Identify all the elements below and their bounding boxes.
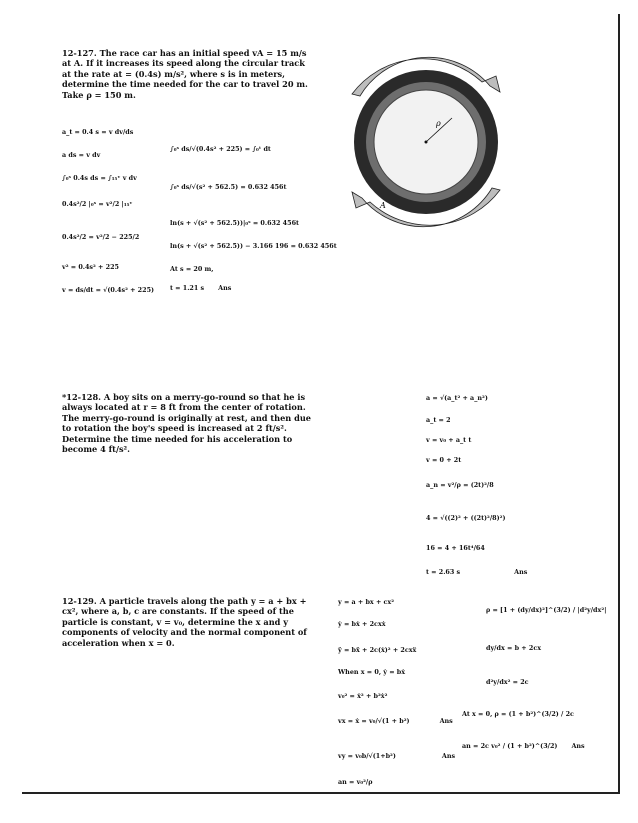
result-t: t = 1.21 s: [170, 284, 205, 292]
ans-label: Ans: [441, 752, 456, 760]
problem-12-128: [62, 392, 314, 454]
result-t: t = 2.63 s: [426, 568, 461, 576]
eq-127-r2: ln(s + √(s² + 562.5))|₀ˢ = 0.632 456t: [170, 219, 299, 227]
eq-127-r1: ∫₀ˢ ds/√(s² + 562.5) = 0.632 456t: [170, 183, 287, 191]
eq-128-6: 16 = 4 + 16t⁴/64: [426, 544, 485, 552]
problem-text: A particle travels along the path y = a + bx + cx², where a, b, c are constants. If the speed of the particle is constant, v = v₀, determine the x and y components of velocity and the normal component of acceleration when x = 0.: [62, 596, 307, 648]
rho-label: ρ: [436, 119, 441, 128]
eq-129-l6: [338, 752, 455, 760]
problem-number: 12-129.: [62, 596, 97, 606]
problem-text: A boy sits on a merry-go-round so that he is always located at r = 8 ft from the center of rotation. The merry-go-round is originally at rest, and then due to rotation the boy's speed is increased at 2 ft/s². Determine the time needed for his acceleration to become 4 ft/s².: [62, 392, 311, 455]
eq-128-3: v = 0 + 2t: [426, 456, 462, 464]
eq-127-r3: ln(s + √(s² + 562.5)) − 3.166 196 = 0.632 456t: [170, 242, 337, 250]
eq-127-l3: 0.4s²/2 |₀ˢ = v²/2 |₁₅ᵛ: [62, 200, 133, 208]
eq-127-r0: ∫₀ˢ ds/√(0.4s² + 225) = ∫₀ᵗ dt: [170, 145, 271, 153]
eq-128-1: a_t = 2: [426, 416, 451, 424]
eq-128-7: [426, 568, 527, 576]
problem-number: 12-127.: [62, 48, 97, 58]
ans-label: Ans: [571, 742, 585, 750]
eq-129-r4: [462, 742, 585, 750]
eq-129-r2: d²y/dx² = 2c: [486, 678, 529, 686]
problem-text: The race car has an initial speed vA = 15 m/s at A. If it increases its speed along the circular track at the rate at = (0.4s) m/s², where s is in meters, determine the time needed for the car to travel 20 m. Take ρ = 150 m.: [62, 48, 308, 100]
ans-label: Ans: [439, 717, 453, 725]
eq-128-4: a_n = v²/ρ = (2t)²/8: [426, 481, 494, 489]
eq-128-0: a = √(a_t² + a_n²): [426, 394, 488, 402]
problem-12-127: [62, 48, 312, 100]
vx-expr: vx = ẋ = v₀/√(1 + b²): [338, 717, 410, 725]
an-expr: an = 2c v₀² / (1 + b²)^(3/2): [462, 742, 558, 750]
eq-129-l7: an = v₀²/ρ: [338, 778, 373, 786]
eq-128-2: v = v₀ + a_t t: [426, 436, 472, 444]
eq-127-l2: ∫₀ˢ 0.4s ds = ∫₁₅ᵛ v dv: [62, 174, 137, 182]
problem-12-129: [62, 596, 318, 648]
eq-129-l0: y = a + bx + cx²: [338, 598, 395, 606]
ans-label: Ans: [514, 568, 528, 576]
eq-128-5: 4 = √((2)² + ((2t)²/8)²): [426, 514, 506, 522]
center-point: [425, 141, 428, 144]
eq-129-l3: When x = 0, ẏ = bẋ: [338, 668, 406, 676]
eq-129-l5: [338, 717, 453, 725]
eq-127-l5: v² = 0.4s² + 225: [62, 263, 119, 271]
eq-127-l4: 0.4s²/2 = v²/2 − 225/2: [62, 233, 140, 241]
eq-127-l1: a ds = v dv: [62, 151, 101, 159]
eq-127-l0: a_t = 0.4 s = v dv/ds: [62, 128, 134, 136]
eq-129-l2: ÿ = bẍ + 2c(ẋ)² + 2cxẍ: [338, 646, 417, 654]
eq-127-r4: At s = 20 m,: [170, 265, 214, 273]
eq-129-l1: ẏ = bẋ + 2cxẋ: [338, 620, 386, 628]
problem-number: *12-128.: [62, 392, 102, 402]
eq-127-l6: v = ds/dt = √(0.4s² + 225): [62, 286, 155, 294]
eq-129-r3: At x = 0, ρ = (1 + b²)^(3/2) / 2c: [462, 710, 574, 718]
eq-127-r5: [170, 284, 231, 292]
ans-label: Ans: [218, 284, 232, 292]
circular-track-figure: [340, 56, 512, 228]
point-a-label: A: [380, 201, 386, 210]
eq-129-l4: v₀² = ẋ² + b²ẋ²: [338, 692, 388, 700]
eq-129-r1: dy/dx = b + 2cx: [486, 644, 542, 652]
eq-129-r0: ρ = [1 + (dy/dx)²]^(3/2) / |d²y/dx²|: [486, 606, 607, 614]
vy-expr: vy = v₀b/√(1+b²): [338, 752, 396, 760]
page-frame: [22, 14, 620, 794]
